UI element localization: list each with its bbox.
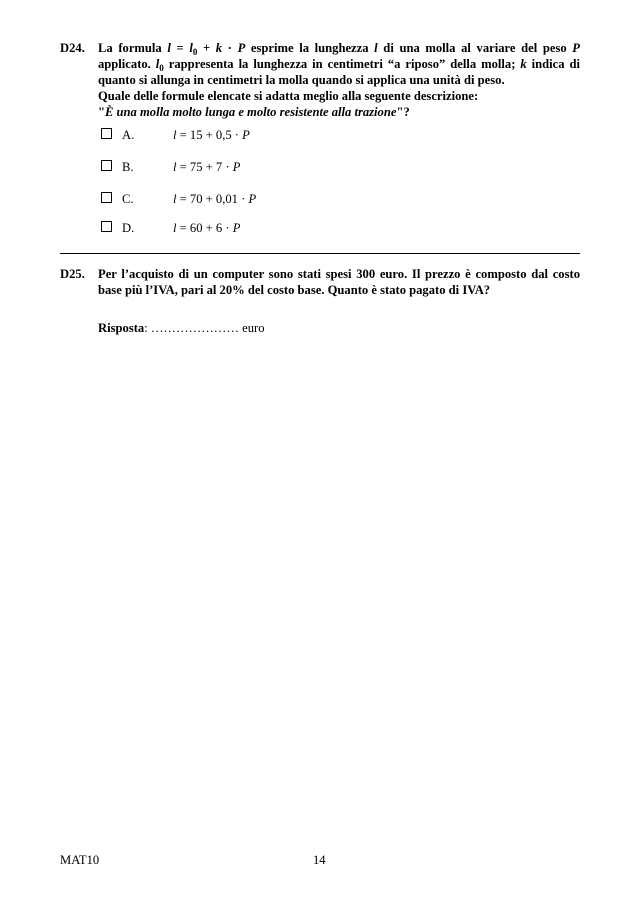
page-number: 14 (313, 853, 326, 867)
text-segment: applicato. (98, 57, 156, 71)
answer-label: Risposta (98, 321, 145, 335)
subscript: 0 (192, 47, 198, 57)
variable-l: l (374, 41, 378, 55)
footer-code: MAT10 (60, 853, 100, 867)
variable-p: P (572, 41, 580, 55)
question-d25 (60, 266, 580, 298)
variable-k: k (215, 41, 223, 55)
variable-p: P (242, 128, 250, 142)
text-segment: Per l’acquisto di un computer sono stati spesi 300 euro. Il prezzo è composto dal costo (98, 267, 580, 281)
formula-expr: = 15 + 0,5 · (176, 128, 243, 142)
text-segment: esprime la lunghezza (245, 41, 375, 55)
question-text (98, 40, 580, 120)
checkbox[interactable] (101, 160, 112, 171)
checkbox[interactable] (101, 192, 112, 203)
question-text (98, 266, 580, 298)
formula-expr: = 60 + 6 · (176, 221, 233, 235)
variable-l: l (173, 128, 177, 142)
answer-line[interactable] (98, 320, 265, 336)
text-segment: rappresenta la lunghezza in centimetri “a riposo” della molla; (163, 57, 521, 71)
quote-mark: "? (396, 105, 410, 119)
question-number: D25. (60, 267, 85, 281)
variable-l: l (167, 41, 171, 55)
variable-l0: l (189, 41, 193, 55)
option-letter: A. (122, 128, 135, 142)
question-prompt: Quale delle formule elencate si adatta meglio alla seguente descrizione: (98, 89, 479, 103)
checkbox[interactable] (101, 221, 112, 232)
variable-p: P (232, 160, 241, 174)
option-letter: B. (122, 160, 134, 174)
variable-l: l (173, 221, 177, 235)
variable-p: P (237, 41, 246, 55)
checkbox[interactable] (101, 128, 112, 139)
option-formula (173, 127, 250, 143)
answer-blank[interactable]: : ………………… euro (144, 321, 265, 335)
quote-mark: " (98, 105, 105, 119)
text-segment: · (222, 41, 238, 55)
variable-p: P (248, 192, 257, 206)
subscript: 0 (159, 63, 164, 73)
formula-expr: = 75 + 7 · (176, 160, 233, 174)
option-letter: D. (122, 221, 135, 235)
text-segment: indica di (526, 57, 580, 71)
variable-k: k (520, 57, 527, 71)
option-formula (173, 191, 256, 207)
text-segment: base più l’IVA, pari al 20% del costo base. Quanto è stato pagato di IVA? (98, 283, 491, 297)
text-segment: di una molla al variare del peso (377, 41, 573, 55)
question-number: D24. (60, 41, 85, 55)
option-letter: C. (122, 192, 134, 206)
question-d24 (60, 40, 580, 120)
text-segment: = (170, 41, 190, 55)
option-formula (173, 159, 240, 175)
option-formula (173, 220, 240, 236)
variable-l: l (173, 192, 177, 206)
text-segment: quanto si allunga in centimetri la molla quando si applica una unità di peso. (98, 73, 505, 87)
text-segment: + (197, 41, 216, 55)
formula-expr: = 70 + 0,01 · (176, 192, 249, 206)
section-divider (60, 253, 580, 254)
variable-l0: l (155, 57, 160, 71)
variable-p: P (232, 221, 241, 235)
variable-l: l (173, 160, 177, 174)
text-segment: La formula (98, 41, 168, 55)
description-quote (98, 104, 580, 120)
quote-text: È una molla molto lunga e molto resistente alla trazione (105, 105, 397, 119)
